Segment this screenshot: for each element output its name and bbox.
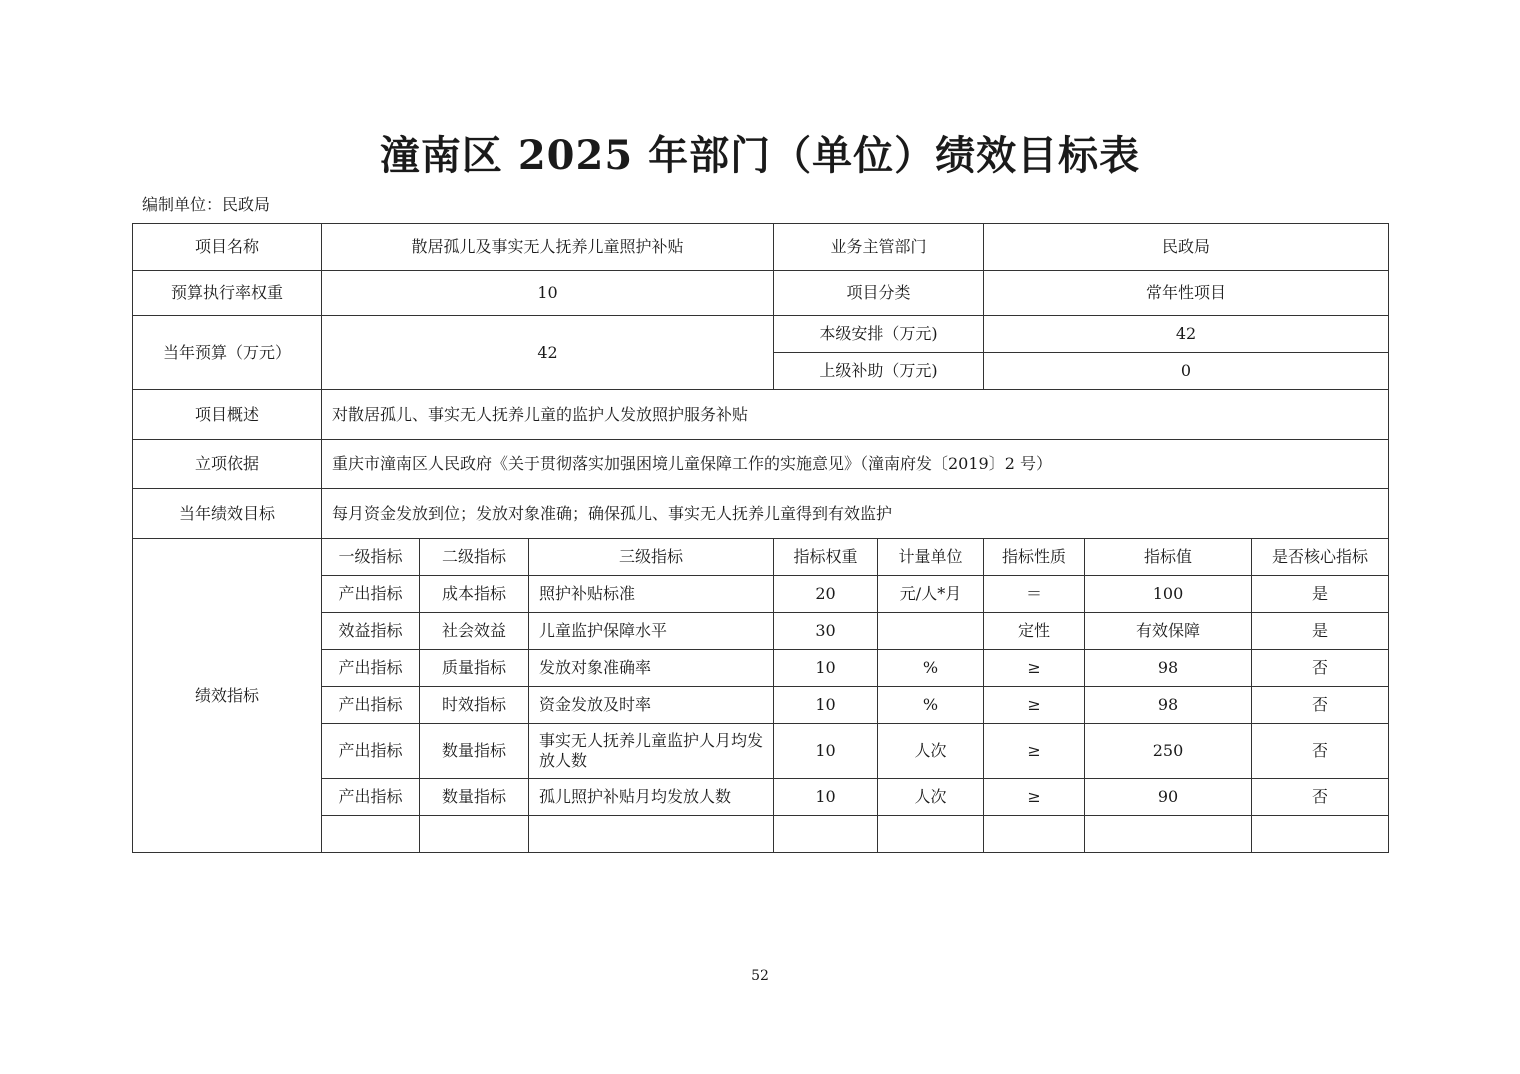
weight-label: 预算执行率权重	[133, 271, 322, 316]
indicator-unit: 人次	[878, 779, 984, 816]
indicator-level3: 孤儿照护补贴月均发放人数	[529, 779, 774, 816]
indicator-level3: 事实无人抚养儿童监护人月均发放人数	[529, 724, 774, 779]
indicator-level2: 时效指标	[420, 687, 529, 724]
category-label: 项目分类	[774, 271, 984, 316]
empty-cell	[529, 816, 774, 853]
indicator-level1: 效益指标	[322, 613, 420, 650]
indicator-level2: 数量指标	[420, 724, 529, 779]
indicator-row	[133, 687, 1389, 724]
indicator-core: 否	[1252, 724, 1389, 779]
indicator-core: 否	[1252, 650, 1389, 687]
budget-value: 42	[322, 316, 774, 390]
empty-cell	[774, 816, 878, 853]
indicator-level3: 发放对象准确率	[529, 650, 774, 687]
column-header: 三级指标	[529, 539, 774, 576]
indicator-level3: 儿童监护保障水平	[529, 613, 774, 650]
column-header: 二级指标	[420, 539, 529, 576]
indicator-empty-row	[133, 816, 1389, 853]
overview-value: 对散居孤儿、事实无人抚养儿童的监护人发放照护服务补贴	[322, 390, 1389, 440]
project-name-label: 项目名称	[133, 224, 322, 271]
row-goal	[133, 489, 1389, 539]
indicator-row	[133, 779, 1389, 816]
compiling-unit: 编制单位：民政局	[142, 195, 271, 214]
indicator-level3: 资金发放及时率	[529, 687, 774, 724]
column-header: 是否核心指标	[1252, 539, 1389, 576]
indicator-header-row	[133, 539, 1389, 576]
indicator-weight: 10	[774, 779, 878, 816]
indicator-unit: %	[878, 650, 984, 687]
indicator-level2: 质量指标	[420, 650, 529, 687]
dept-label: 业务主管部门	[774, 224, 984, 271]
empty-cell	[322, 816, 420, 853]
empty-cell	[420, 816, 529, 853]
row-budget	[133, 316, 1389, 353]
indicator-level2: 社会效益	[420, 613, 529, 650]
indicator-level2: 数量指标	[420, 779, 529, 816]
indicator-value: 98	[1085, 650, 1252, 687]
indicator-weight: 30	[774, 613, 878, 650]
upper-value: 0	[984, 353, 1389, 390]
row-basis	[133, 440, 1389, 489]
indicator-level1: 产出指标	[322, 576, 420, 613]
indicator-nature: ≥	[984, 724, 1085, 779]
indicator-weight: 10	[774, 724, 878, 779]
goal-label: 当年绩效目标	[133, 489, 322, 539]
indicator-level1: 产出指标	[322, 779, 420, 816]
indicator-value: 90	[1085, 779, 1252, 816]
performance-table	[132, 223, 1389, 853]
column-header: 指标性质	[984, 539, 1085, 576]
local-label: 本级安排（万元)	[774, 316, 984, 353]
indicator-unit	[878, 613, 984, 650]
local-value: 42	[984, 316, 1389, 353]
indicator-row	[133, 613, 1389, 650]
indicator-row	[133, 650, 1389, 687]
indicator-value: 250	[1085, 724, 1252, 779]
column-header: 计量单位	[878, 539, 984, 576]
project-name-value: 散居孤儿及事实无人抚养儿童照护补贴	[322, 224, 774, 271]
overview-label: 项目概述	[133, 390, 322, 440]
indicator-value: 有效保障	[1085, 613, 1252, 650]
indicator-nature: ≥	[984, 650, 1085, 687]
empty-cell	[984, 816, 1085, 853]
page-title: 潼南区 2025 年部门（单位）绩效目标表	[379, 132, 1141, 179]
indicator-row	[133, 576, 1389, 613]
column-header: 指标值	[1085, 539, 1252, 576]
row-project-name	[133, 224, 1389, 271]
page-number: 52	[751, 968, 769, 984]
goal-value: 每月资金发放到位；发放对象准确；确保孤儿、事实无人抚养儿童得到有效监护	[322, 489, 1389, 539]
indicator-nature: ≥	[984, 687, 1085, 724]
indicator-section-label: 绩效指标	[133, 539, 322, 853]
empty-cell	[1252, 816, 1389, 853]
indicator-value: 98	[1085, 687, 1252, 724]
basis-value: 重庆市潼南区人民政府《关于贯彻落实加强困境儿童保障工作的实施意见》（潼南府发〔2019〕2 号）	[322, 440, 1389, 489]
indicator-weight: 20	[774, 576, 878, 613]
empty-cell	[878, 816, 984, 853]
indicator-row	[133, 724, 1389, 779]
empty-cell	[1085, 816, 1252, 853]
indicator-weight: 10	[774, 687, 878, 724]
indicator-level1: 产出指标	[322, 687, 420, 724]
weight-value: 10	[322, 271, 774, 316]
indicator-level2: 成本指标	[420, 576, 529, 613]
upper-label: 上级补助（万元)	[774, 353, 984, 390]
indicator-core: 否	[1252, 779, 1389, 816]
column-header: 指标权重	[774, 539, 878, 576]
indicator-level1: 产出指标	[322, 650, 420, 687]
basis-label: 立项依据	[133, 440, 322, 489]
indicator-core: 是	[1252, 613, 1389, 650]
indicator-level1: 产出指标	[322, 724, 420, 779]
budget-label: 当年预算（万元）	[133, 316, 322, 390]
indicator-value: 100	[1085, 576, 1252, 613]
indicator-level3: 照护补贴标准	[529, 576, 774, 613]
indicator-nature: ＝	[984, 576, 1085, 613]
indicator-nature: 定性	[984, 613, 1085, 650]
indicator-core: 否	[1252, 687, 1389, 724]
indicator-unit: %	[878, 687, 984, 724]
indicator-nature: ≥	[984, 779, 1085, 816]
row-overview	[133, 390, 1389, 440]
row-weight	[133, 271, 1389, 316]
column-header: 一级指标	[322, 539, 420, 576]
dept-value: 民政局	[984, 224, 1389, 271]
indicator-unit: 元/人*月	[878, 576, 984, 613]
category-value: 常年性项目	[984, 271, 1389, 316]
indicator-weight: 10	[774, 650, 878, 687]
indicator-core: 是	[1252, 576, 1389, 613]
indicator-unit: 人次	[878, 724, 984, 779]
